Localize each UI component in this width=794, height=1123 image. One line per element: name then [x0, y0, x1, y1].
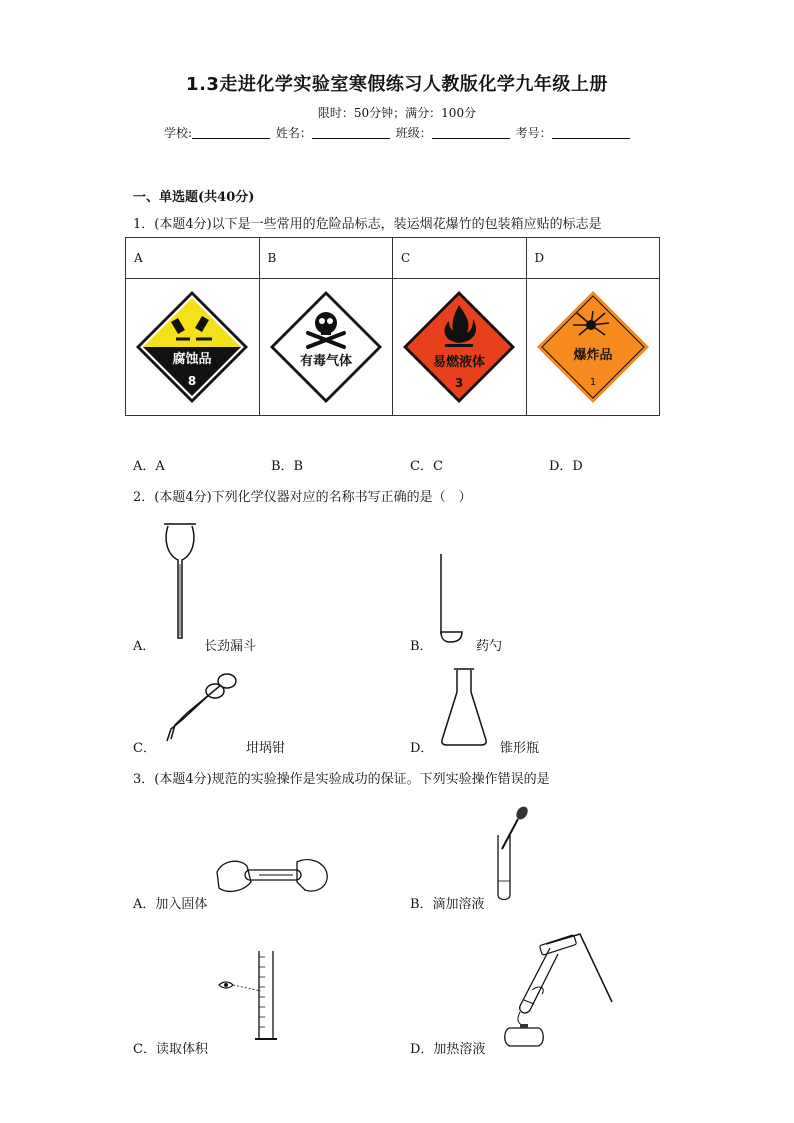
- q1-stem: 1．(本题4分)以下是一些常用的危险品标志，装运烟花爆竹的包装箱应贴的标志是: [133, 217, 602, 232]
- table-header-c: C: [393, 238, 527, 279]
- q3-option-c[interactable]: C．读取体积: [133, 1042, 208, 1057]
- table-header-a: A: [126, 238, 260, 279]
- sign-c-text: 易燃液体: [433, 355, 486, 370]
- table-header-b: B: [259, 238, 393, 279]
- q3-option-b[interactable]: B．滴加溶液: [410, 897, 485, 912]
- adding-solid-hands-icon: [213, 852, 333, 902]
- q1-option-c[interactable]: C．C: [410, 459, 443, 474]
- toxic-gas-sign-icon: [268, 289, 384, 405]
- q2-stem: 2．(本题4分)下列化学仪器对应的名称书写正确的是（ ）: [133, 490, 472, 505]
- class-label: 班级：: [395, 126, 432, 140]
- hazard-sign-table: [125, 237, 660, 416]
- section-title: 一、单选题(共40分): [133, 190, 255, 205]
- school-field[interactable]: [192, 126, 270, 139]
- q2-option-a-letter[interactable]: A．: [133, 639, 156, 654]
- sign-c-number: 3: [455, 376, 464, 390]
- q2-option-c-letter[interactable]: C．: [133, 741, 156, 756]
- erlenmeyer-flask-icon: [438, 666, 490, 748]
- explosive-sign-icon: [535, 289, 651, 405]
- q1-option-b[interactable]: B．B: [271, 459, 304, 474]
- q2-option-a-name: 长劲漏斗: [204, 639, 257, 654]
- exam-no-label: 考号：: [515, 126, 552, 140]
- heating-test-tube-lamp-icon: [494, 928, 616, 1050]
- q2-option-b-name: 药勺: [476, 639, 503, 654]
- q2-option-b-letter[interactable]: B．: [410, 639, 433, 654]
- q2-option-d-name: 锥形瓶: [500, 741, 540, 756]
- q1-option-a[interactable]: A．A: [133, 459, 165, 474]
- crucible-tongs-icon: [163, 667, 243, 747]
- long-neck-funnel-icon: [160, 520, 200, 644]
- q3-option-a[interactable]: A．加入固体: [133, 897, 208, 912]
- q2-option-c-name: 坩埚钳: [246, 741, 286, 756]
- sign-b-text: 有毒气体: [299, 354, 352, 369]
- sign-a-number: 8: [188, 374, 197, 388]
- graduated-cylinder-eye-icon: [215, 945, 285, 1045]
- sign-d-number: 1: [589, 377, 596, 388]
- sign-cell-c: [393, 279, 527, 416]
- sign-cell-b: [259, 279, 393, 416]
- name-label: 姓名：: [275, 126, 312, 140]
- page-title: 1.3走进化学实验室寒假练习人教版化学九年级上册: [186, 74, 608, 95]
- name-field[interactable]: [312, 126, 390, 139]
- exam-limits: 限时：50分钟；满分：100分: [317, 106, 477, 120]
- exam-no-field[interactable]: [552, 126, 630, 139]
- flammable-liquid-sign-icon: [401, 289, 517, 405]
- q3-stem: 3．(本题4分)规范的实验操作是实验成功的保证。下列实验操作错误的是: [133, 772, 550, 787]
- class-field[interactable]: [432, 126, 510, 139]
- corrosive-sign-icon: [134, 289, 250, 405]
- medicine-spoon-icon: [436, 552, 466, 644]
- school-label: 学校:: [164, 126, 193, 140]
- sign-a-text: 腐蚀品: [172, 352, 212, 367]
- student-info-line: [164, 124, 632, 141]
- q1-option-d[interactable]: D．D: [549, 459, 583, 474]
- q3-option-d[interactable]: D．加热溶液: [410, 1042, 486, 1057]
- q2-option-d-letter[interactable]: D．: [410, 741, 434, 756]
- sign-cell-d: [526, 279, 660, 416]
- table-header-d: D: [526, 238, 660, 279]
- sign-d-text: 爆炸品: [573, 348, 613, 363]
- dropper-test-tube-icon: [488, 805, 530, 905]
- sign-cell-a: [126, 279, 260, 416]
